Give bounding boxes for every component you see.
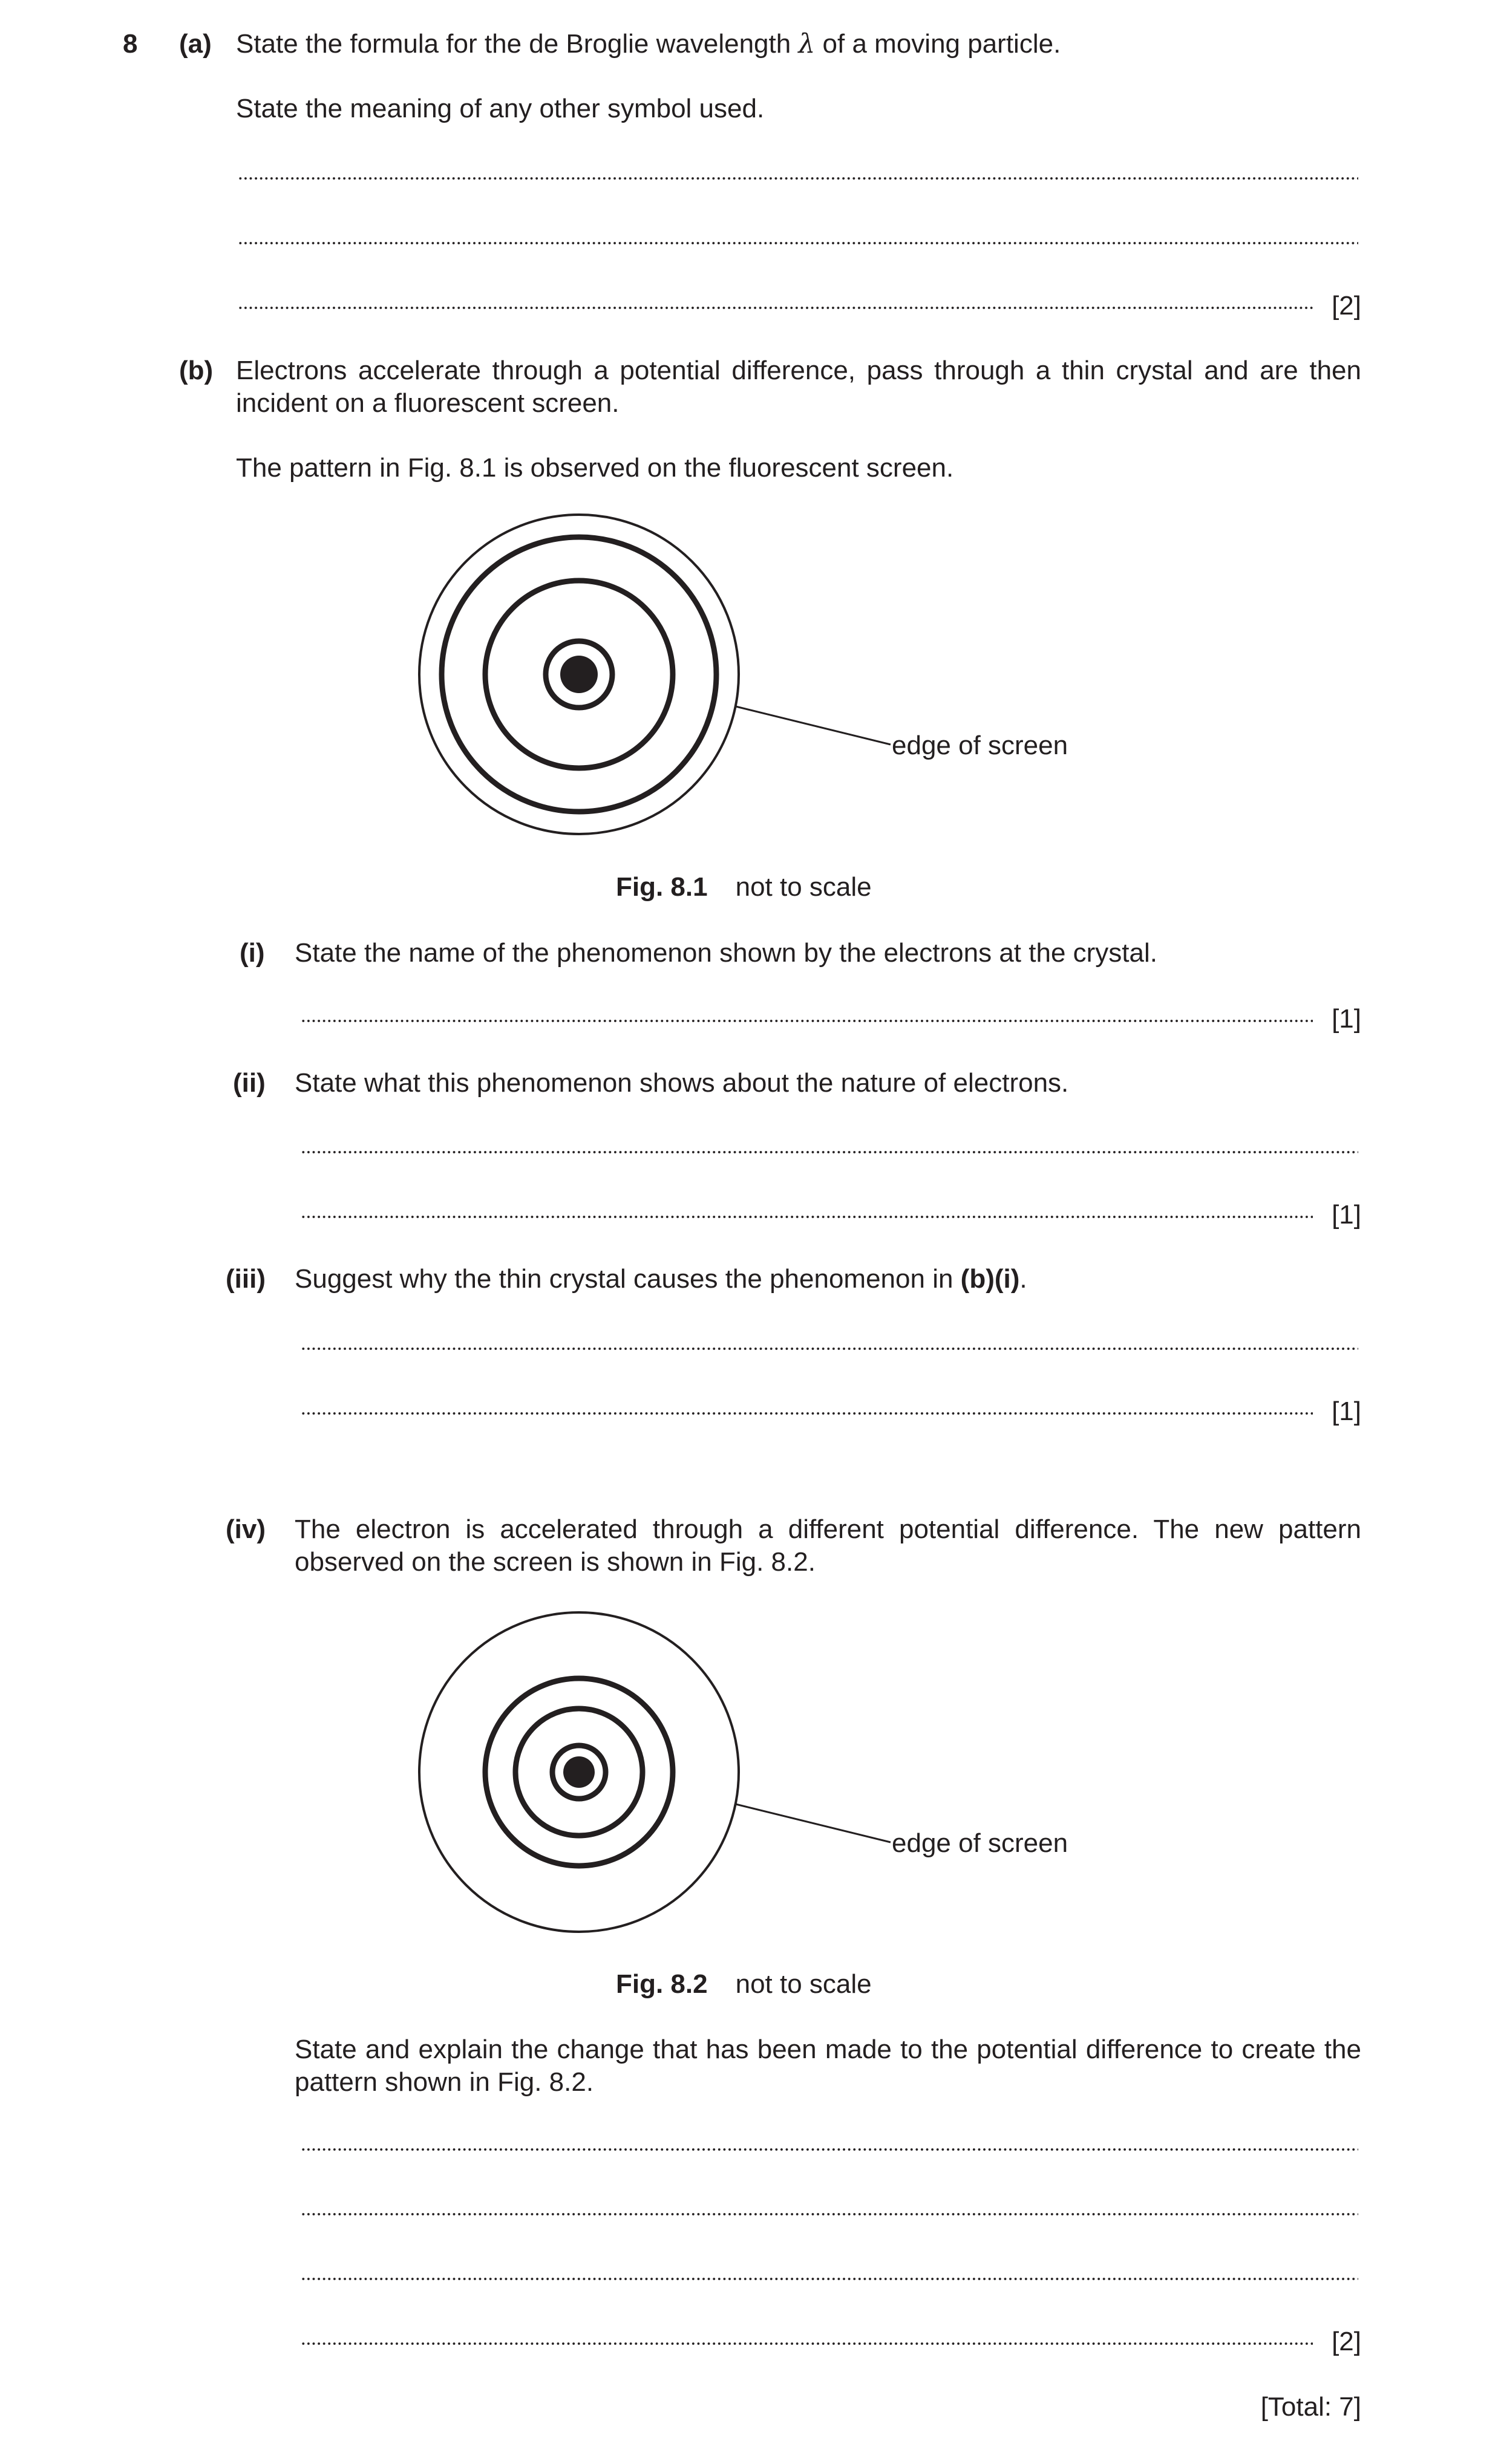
part-b-pattern-text: The pattern in Fig. 8.1 is observed on the fluorescent screen. — [236, 453, 954, 483]
part-a-marks: [2] — [1332, 291, 1361, 321]
part-b-iii-prompt — [295, 1263, 1027, 1296]
part-b-iii-label: (iii) — [226, 1264, 266, 1294]
central-maximum-spot — [563, 1756, 595, 1788]
answer-line-b-iii-1[interactable] — [301, 1346, 1358, 1352]
fig-8-1-caption-note: not to scale — [735, 872, 872, 902]
answer-line-b-ii-2[interactable] — [301, 1214, 1313, 1220]
fig-8-2-diagram — [399, 1600, 1125, 1938]
answer-line-b-iv-3[interactable] — [301, 2276, 1358, 2282]
annotation-leader-line — [736, 1804, 891, 1842]
part-a-instruction: State the meaning of any other symbol used. — [236, 94, 765, 123]
fig-8-2-caption — [616, 1968, 872, 2001]
part-b-iii-marks: [1] — [1332, 1397, 1361, 1426]
part-b-ii-prompt: State what this phenomenon shows about the nature of electrons. — [295, 1068, 1069, 1098]
part-b-i-prompt: State the name of the phenomenon shown by the electrons at the crystal. — [295, 938, 1157, 968]
annotation-leader-line — [736, 706, 891, 745]
part-a-prompt-before: State the formula for the de Broglie wavelength — [236, 29, 799, 59]
central-maximum-spot — [560, 656, 598, 693]
part-b-label: (b) — [179, 356, 214, 385]
part-b-ii-label: (ii) — [233, 1068, 266, 1098]
part-b-iii-prompt-before: Suggest why the thin crystal causes the phenomenon in — [295, 1264, 961, 1294]
answer-line-a-2[interactable] — [238, 240, 1358, 246]
part-b-i-marks: [1] — [1332, 1004, 1361, 1034]
answer-line-b-ii-1[interactable] — [301, 1149, 1358, 1155]
answer-line-b-iv-4[interactable] — [301, 2341, 1313, 2347]
part-a-prompt-after: of a moving particle. — [815, 29, 1061, 59]
fig-8-1-caption — [616, 871, 872, 904]
part-b-iv-marks: [2] — [1332, 2327, 1361, 2356]
part-b-iv-label: (iv) — [226, 1514, 266, 1544]
answer-line-b-iv-2[interactable] — [301, 2211, 1358, 2217]
part-b-iv-prompt: The electron is accelerated through a different potential difference. The new pattern observed on the screen is shown in Fig. 8.2. — [295, 1514, 1361, 1577]
question-number: 8 — [123, 29, 138, 59]
part-b-intro: Electrons accelerate through a potential difference, pass through a thin crystal and are then incident on a fluorescent screen. — [236, 356, 1361, 418]
part-b-i-label: (i) — [240, 938, 265, 968]
answer-line-a-3[interactable] — [238, 305, 1313, 311]
total-marks: [Total: 7] — [1260, 2392, 1361, 2422]
fig-8-1-diagram — [399, 502, 1125, 841]
part-b-iv-follow-up: State and explain the change that has been made to the potential difference to create the pattern shown in Fig. 8.2. — [295, 2035, 1361, 2097]
fig-8-2-caption-note: not to scale — [735, 1969, 872, 1999]
answer-line-b-i-1[interactable] — [301, 1018, 1313, 1024]
answer-line-b-iv-1[interactable] — [301, 2146, 1358, 2153]
fig-8-2-annotation: edge of screen — [892, 1828, 1068, 1858]
answer-line-b-iii-2[interactable] — [301, 1410, 1313, 1416]
fig-8-1-annotation: edge of screen — [892, 731, 1068, 760]
lambda-symbol: λ — [798, 28, 816, 59]
fig-8-1-caption-label: Fig. 8.1 — [616, 872, 708, 902]
answer-line-a-1[interactable] — [238, 175, 1358, 181]
part-b-ii-marks: [1] — [1332, 1200, 1361, 1230]
part-a-label: (a) — [179, 29, 212, 59]
part-b-iii-prompt-ref: (b)(i) — [960, 1264, 1020, 1294]
part-a-prompt — [236, 28, 1061, 60]
part-b-iii-prompt-after: . — [1019, 1264, 1027, 1294]
fig-8-2-caption-label: Fig. 8.2 — [616, 1969, 708, 1999]
